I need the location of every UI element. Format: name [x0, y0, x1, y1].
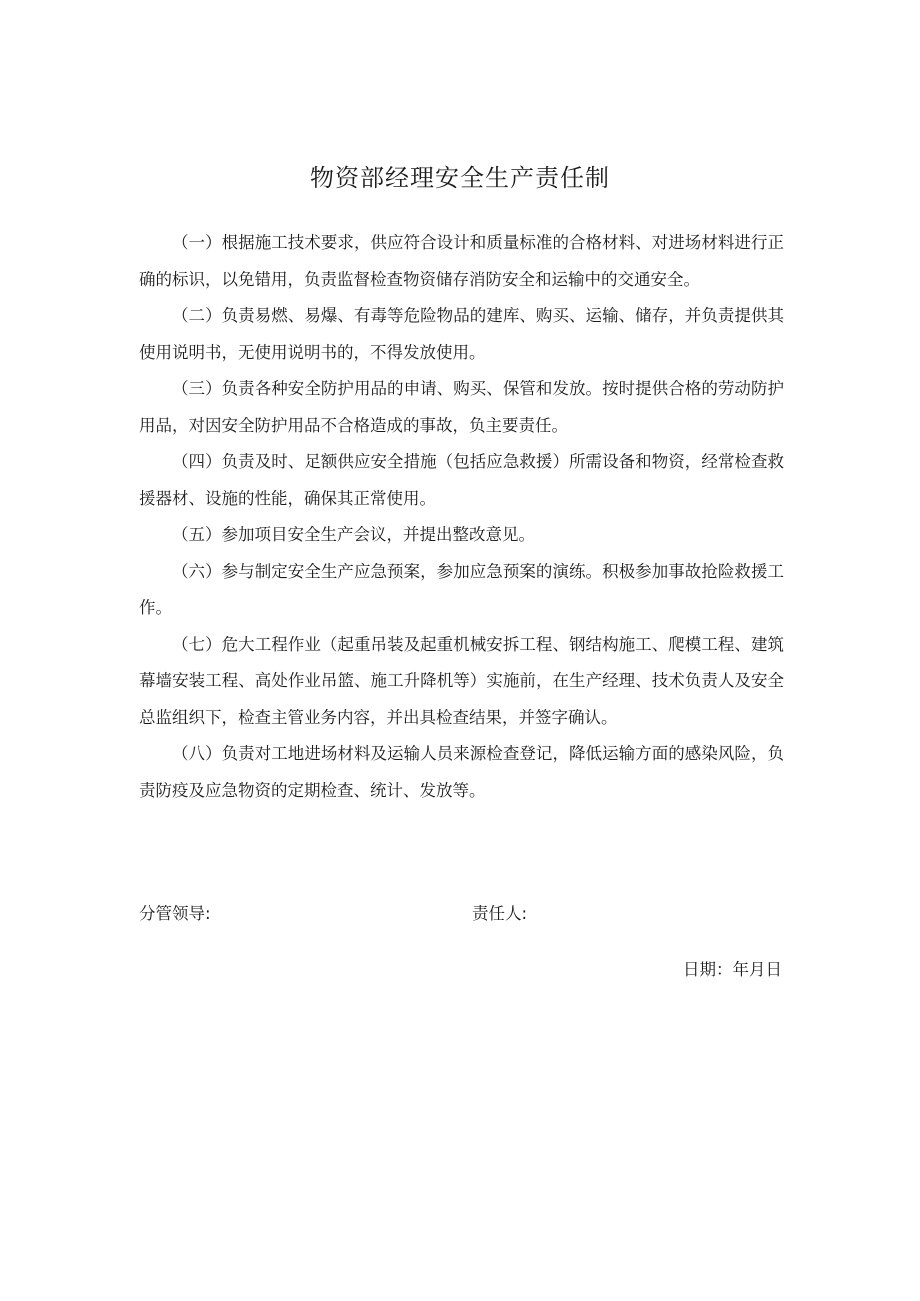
paragraph-4: （四）负责及时、足额供应安全措施（包括应急救援）所需设备和物资，经常检查救援器材、设施的性能，确保其正常使用。: [139, 452, 784, 508]
signature-row: [139, 900, 784, 924]
paragraph-7: （七）危大工程作业（起重吊装及起重机械安拆工程、钢结构施工、爬模工程、建筑幕墙安装工程、高处作业吊篮、施工升降机等）实施前，在生产经理、技术负责人及安全总监组织下，检查主管业务内容，并出具检查结果，并签字确认。: [139, 634, 784, 727]
document-title: 物资部经理安全生产责任制: [310, 164, 610, 193]
document-body: [139, 225, 784, 809]
paragraph-5: （五）参加项目安全生产会议，并提出整改意见。: [172, 525, 535, 544]
paragraph-8: （八）负责对工地进场材料及运输人员来源检查登记，降低运输方面的感染风险，负责防疫及应急物资的定期检查、统计、发放等。: [139, 744, 784, 800]
date-label: 日期：年月日: [683, 960, 782, 979]
paragraph-2: （二）负责易燃、易爆、有毒等危险物品的建库、购买、运输、储存，并负责提供其使用说明书，无使用说明书的，不得发放使用。: [139, 306, 784, 362]
responsible-signature-label: 责任人:: [472, 904, 528, 923]
paragraph-3: （三）负责各种安全防护用品的申请、购买、保管和发放。按时提供合格的劳动防护用品，对因安全防护用品不合格造成的事故，负主要责任。: [139, 379, 784, 435]
supervisor-signature-label: 分管领导:: [139, 904, 211, 923]
paragraph-6: （六）参与制定安全生产应急预案，参加应急预案的演练。积极参加事故抢险救援工作。: [139, 561, 784, 617]
paragraph-1: （一）根据施工技术要求，供应符合设计和质量标准的合格材料、对进场材料进行正确的标识，以免错用，负责监督检查物资储存消防安全和运输中的交通安全。: [139, 233, 784, 289]
